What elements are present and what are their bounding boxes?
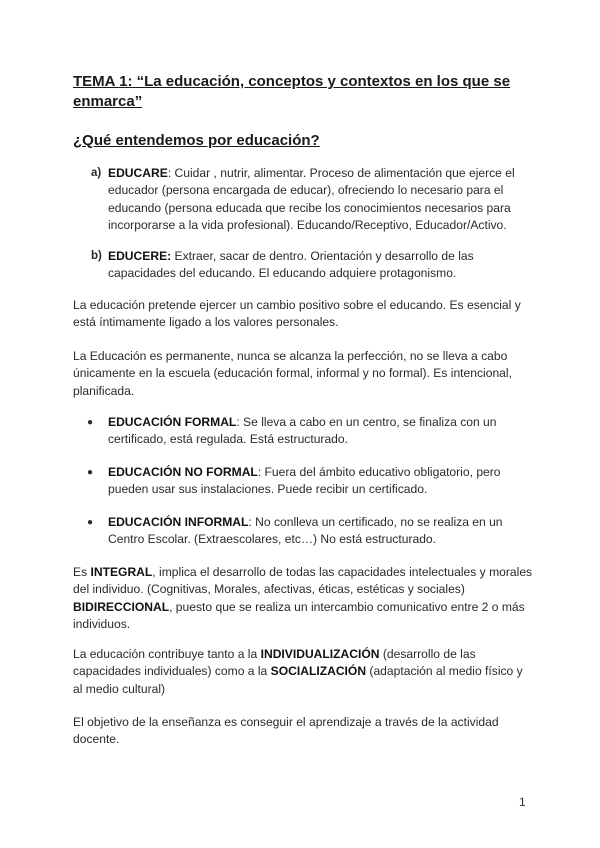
definition-educare: : Cuidar , nutrir, alimentar. Proceso de alimentación que ejerce el educador (persona encargada de educar), ofreciendo lo necesario para el educando (persona educada que recibe los conocimientos necesarios para incorporarse a la vida profesional). Educando/Receptivo, Educador/Activo. — [108, 166, 515, 232]
paragraph-individualizacion — [73, 646, 533, 698]
term-individualizacion: INDIVIDUALIZACIÓN — [260, 647, 380, 661]
text-fragment: Es — [73, 565, 91, 579]
section-heading: ¿Qué entendemos por educación? — [73, 132, 320, 149]
term-no-formal: EDUCACIÓN NO FORMAL — [108, 465, 258, 479]
term-educare: EDUCARE — [108, 166, 168, 180]
term-integral: INTEGRAL — [90, 565, 153, 579]
text-fragment: La educación contribuye tanto a la — [73, 647, 261, 661]
list-item-educere — [91, 248, 528, 283]
definition-formal: : Se lleva a cabo en un centro, se finaliza con un certificado, está regulada. Está estructurado. — [108, 415, 497, 447]
term-formal: EDUCACIÓN FORMAL — [108, 415, 237, 429]
term-informal: EDUCACIÓN INFORMAL — [108, 515, 249, 529]
list-item-educare — [91, 165, 528, 234]
bullet-item-no-formal — [87, 464, 528, 499]
paragraph-integral — [73, 564, 533, 633]
bullet-icon: ● — [87, 517, 94, 528]
page-title: TEMA 1: “La educación, conceptos y contextos en los que se enmarca” — [73, 73, 511, 110]
text-fragment: , puesto que se realiza un intercambio comunicativo entre 2 o más individuos. — [73, 599, 525, 631]
list-marker: b) — [91, 250, 102, 262]
bullet-icon: ● — [87, 467, 94, 478]
term-educere: EDUCERE: — [108, 249, 172, 263]
list-marker: a) — [91, 167, 102, 179]
paragraph-permanente: La Educación es permanente, nunca se alcanza la perfección, no se lleva a cabo únicamente en la escuela (educación formal, informal y no formal). Es intencional, planificada. — [73, 349, 512, 398]
text-fragment: , implica el desarrollo de todas las capacidades intelectuales y morales del individuo. (Cognitivas, Morales, afectivas, éticas, estéticas y sociales) — [73, 565, 533, 597]
bullet-item-informal — [87, 514, 528, 549]
paragraph-objetivo: El objetivo de la enseñanza es conseguir el aprendizaje a través de la actividad docente. — [73, 715, 499, 747]
page-number: 1 — [519, 795, 526, 809]
bullet-item-formal — [87, 414, 528, 449]
bullet-icon: ● — [87, 417, 94, 428]
definition-educere: Extraer, sacar de dentro. Orientación y desarrollo de las capacidades del educando. El educando adquiere protagonismo. — [108, 249, 474, 281]
term-bidireccional: BIDIRECCIONAL — [73, 599, 170, 614]
text-fragment: (desarrollo de las capacidades individuales) como a la — [73, 647, 476, 679]
definition-no-formal: : Fuera del ámbito educativo obligatorio, pero pueden usar sus instalaciones. Puede recibir un certificado. — [108, 465, 501, 497]
paragraph-cambio: La educación pretende ejercer un cambio positivo sobre el educando. Es esencial y está íntimamente ligado a los valores personales. — [73, 298, 521, 330]
term-socializacion: SOCIALIZACIÓN — [270, 664, 367, 679]
definition-informal: : No conlleva un certificado, no se realiza en un Centro Escolar. (Extraescolares, etc…) No está estructurado. — [108, 515, 503, 547]
text-fragment: (adaptación al medio físico y al medio cultural) — [73, 664, 523, 696]
